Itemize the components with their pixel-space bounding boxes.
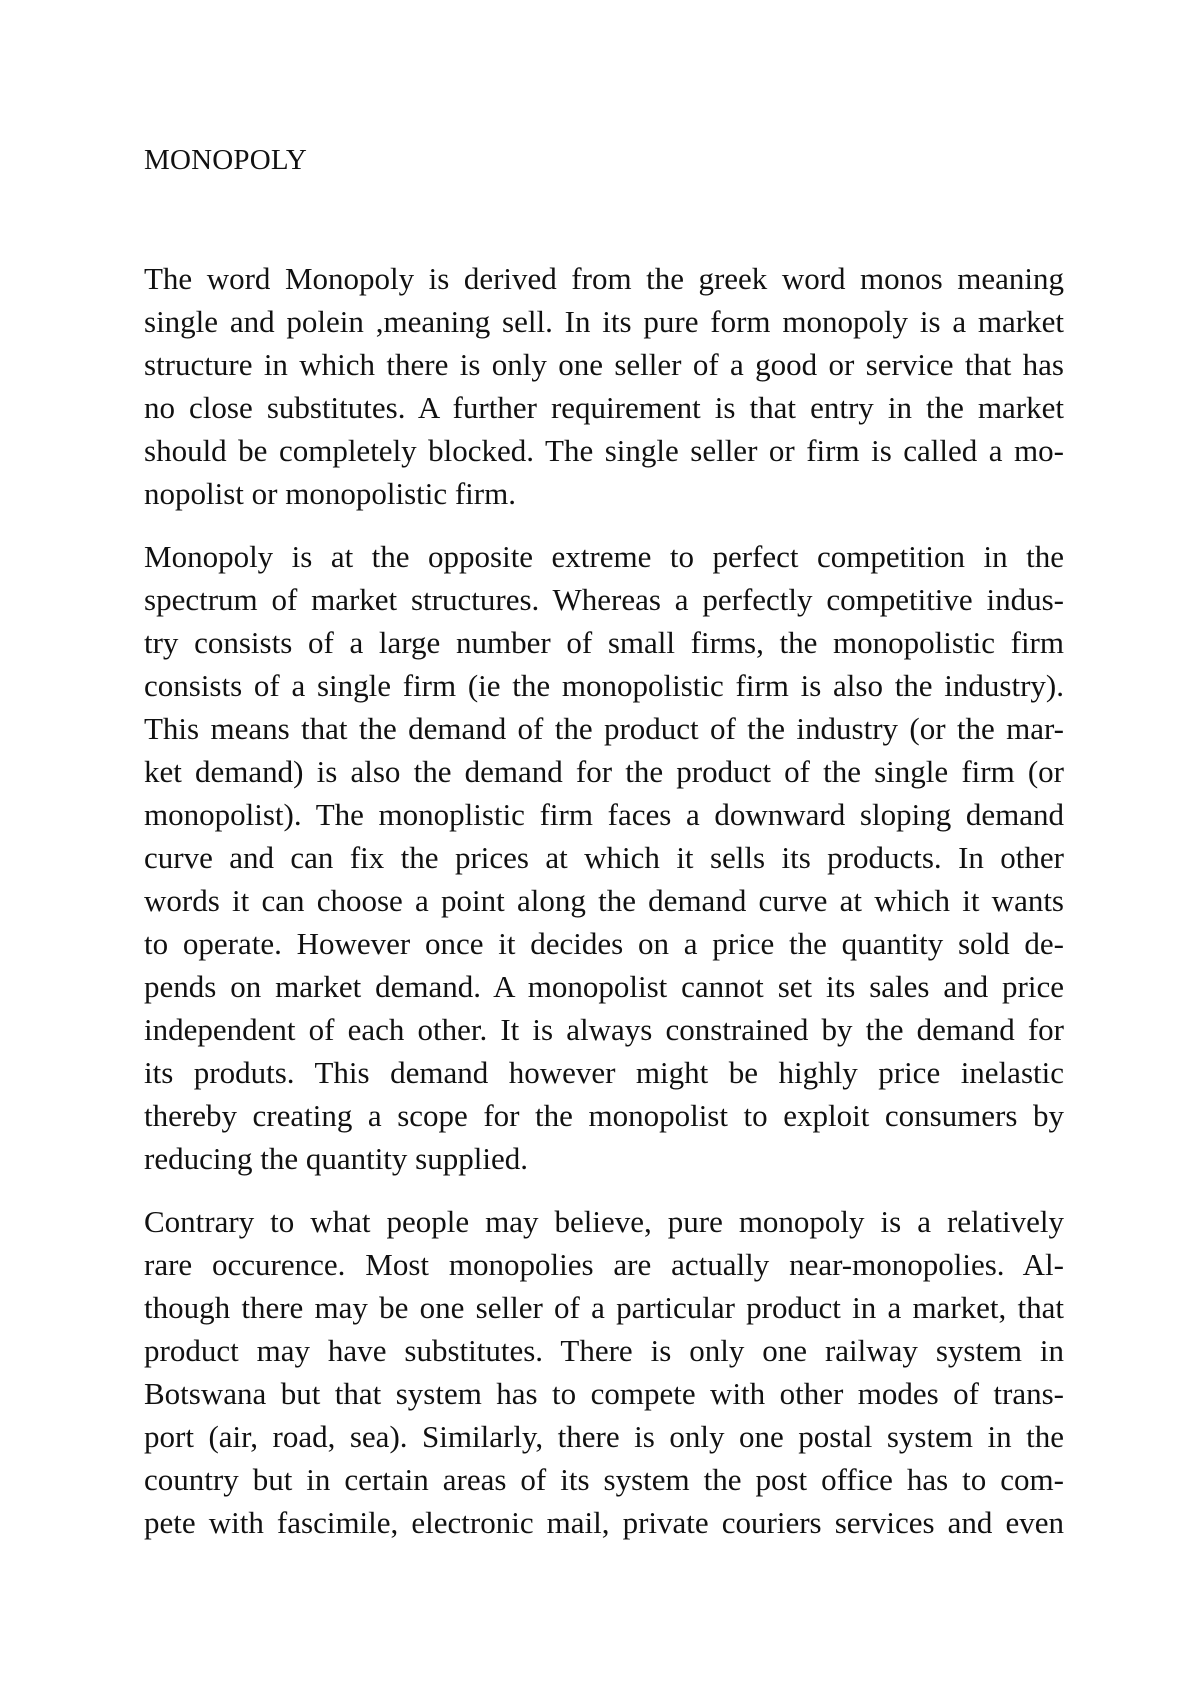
paragraph-1 [144, 257, 1064, 515]
paragraph-line: port (air, road, sea). Similarly, there is only one postal system in the [144, 1419, 1064, 1454]
paragraph-line: try consists of a large number of small firms, the monopolistic firm [144, 625, 1064, 660]
paragraph-3 [144, 1200, 1064, 1544]
paragraph-line: words it can choose a point along the demand curve at which it wants [144, 883, 1064, 918]
paragraph-line: its produts. This demand however might be highly price inelastic [144, 1055, 1064, 1090]
paragraph-line: no close substitutes. A further requirement is that entry in the market [144, 390, 1064, 425]
paragraph-line: curve and can fix the prices at which it sells its products. In other [144, 840, 1064, 875]
paragraph-line: monopolist). The monoplistic firm faces a downward sloping demand [144, 797, 1064, 832]
paragraph-line: to operate. However once it decides on a price the quantity sold de- [144, 926, 1064, 961]
paragraph-line: should be completely blocked. The single seller or firm is called a mo- [144, 433, 1064, 468]
paragraph-line: country but in certain areas of its system the post office has to com- [144, 1462, 1064, 1497]
paragraph-line: though there may be one seller of a particular product in a market, that [144, 1290, 1064, 1325]
paragraph-line: independent of each other. It is always constrained by the demand for [144, 1012, 1064, 1047]
paragraph-line: The word Monopoly is derived from the greek word monos meaning [144, 261, 1064, 296]
paragraph-line: pends on market demand. A monopolist cannot set its sales and price [144, 969, 1064, 1004]
paragraph-line: single and polein ,meaning sell. In its pure form monopoly is a market [144, 304, 1064, 339]
paragraph-2 [144, 535, 1064, 1180]
paragraph-line: thereby creating a scope for the monopolist to exploit consumers by [144, 1098, 1064, 1133]
paragraph-line: product may have substitutes. There is only one railway system in [144, 1333, 1064, 1368]
paragraph-line: rare occurence. Most monopolies are actually near-monopolies. Al- [144, 1247, 1064, 1282]
paragraph-line: Contrary to what people may believe, pure monopoly is a relatively [144, 1204, 1064, 1239]
paragraph-line: nopolist or monopolistic firm. [144, 476, 516, 511]
document-body [144, 140, 1064, 1564]
paragraph-line: spectrum of market structures. Whereas a perfectly competitive indus- [144, 582, 1064, 617]
paragraph-line: Monopoly is at the opposite extreme to perfect competition in the [144, 539, 1064, 574]
paragraph-line: reducing the quantity supplied. [144, 1141, 528, 1176]
document-title: MONOPOLY [144, 144, 308, 176]
paragraph-line: Botswana but that system has to compete with other modes of trans- [144, 1376, 1064, 1411]
paragraph-line: ket demand) is also the demand for the product of the single firm (or [144, 754, 1064, 789]
paragraph-line: This means that the demand of the product of the industry (or the mar- [144, 711, 1064, 746]
paragraph-line: structure in which there is only one seller of a good or service that has [144, 347, 1064, 382]
paragraph-line: pete with fascimile, electronic mail, private couriers services and even [144, 1505, 1064, 1540]
paragraph-line: consists of a single firm (ie the monopolistic firm is also the industry). [144, 668, 1064, 703]
